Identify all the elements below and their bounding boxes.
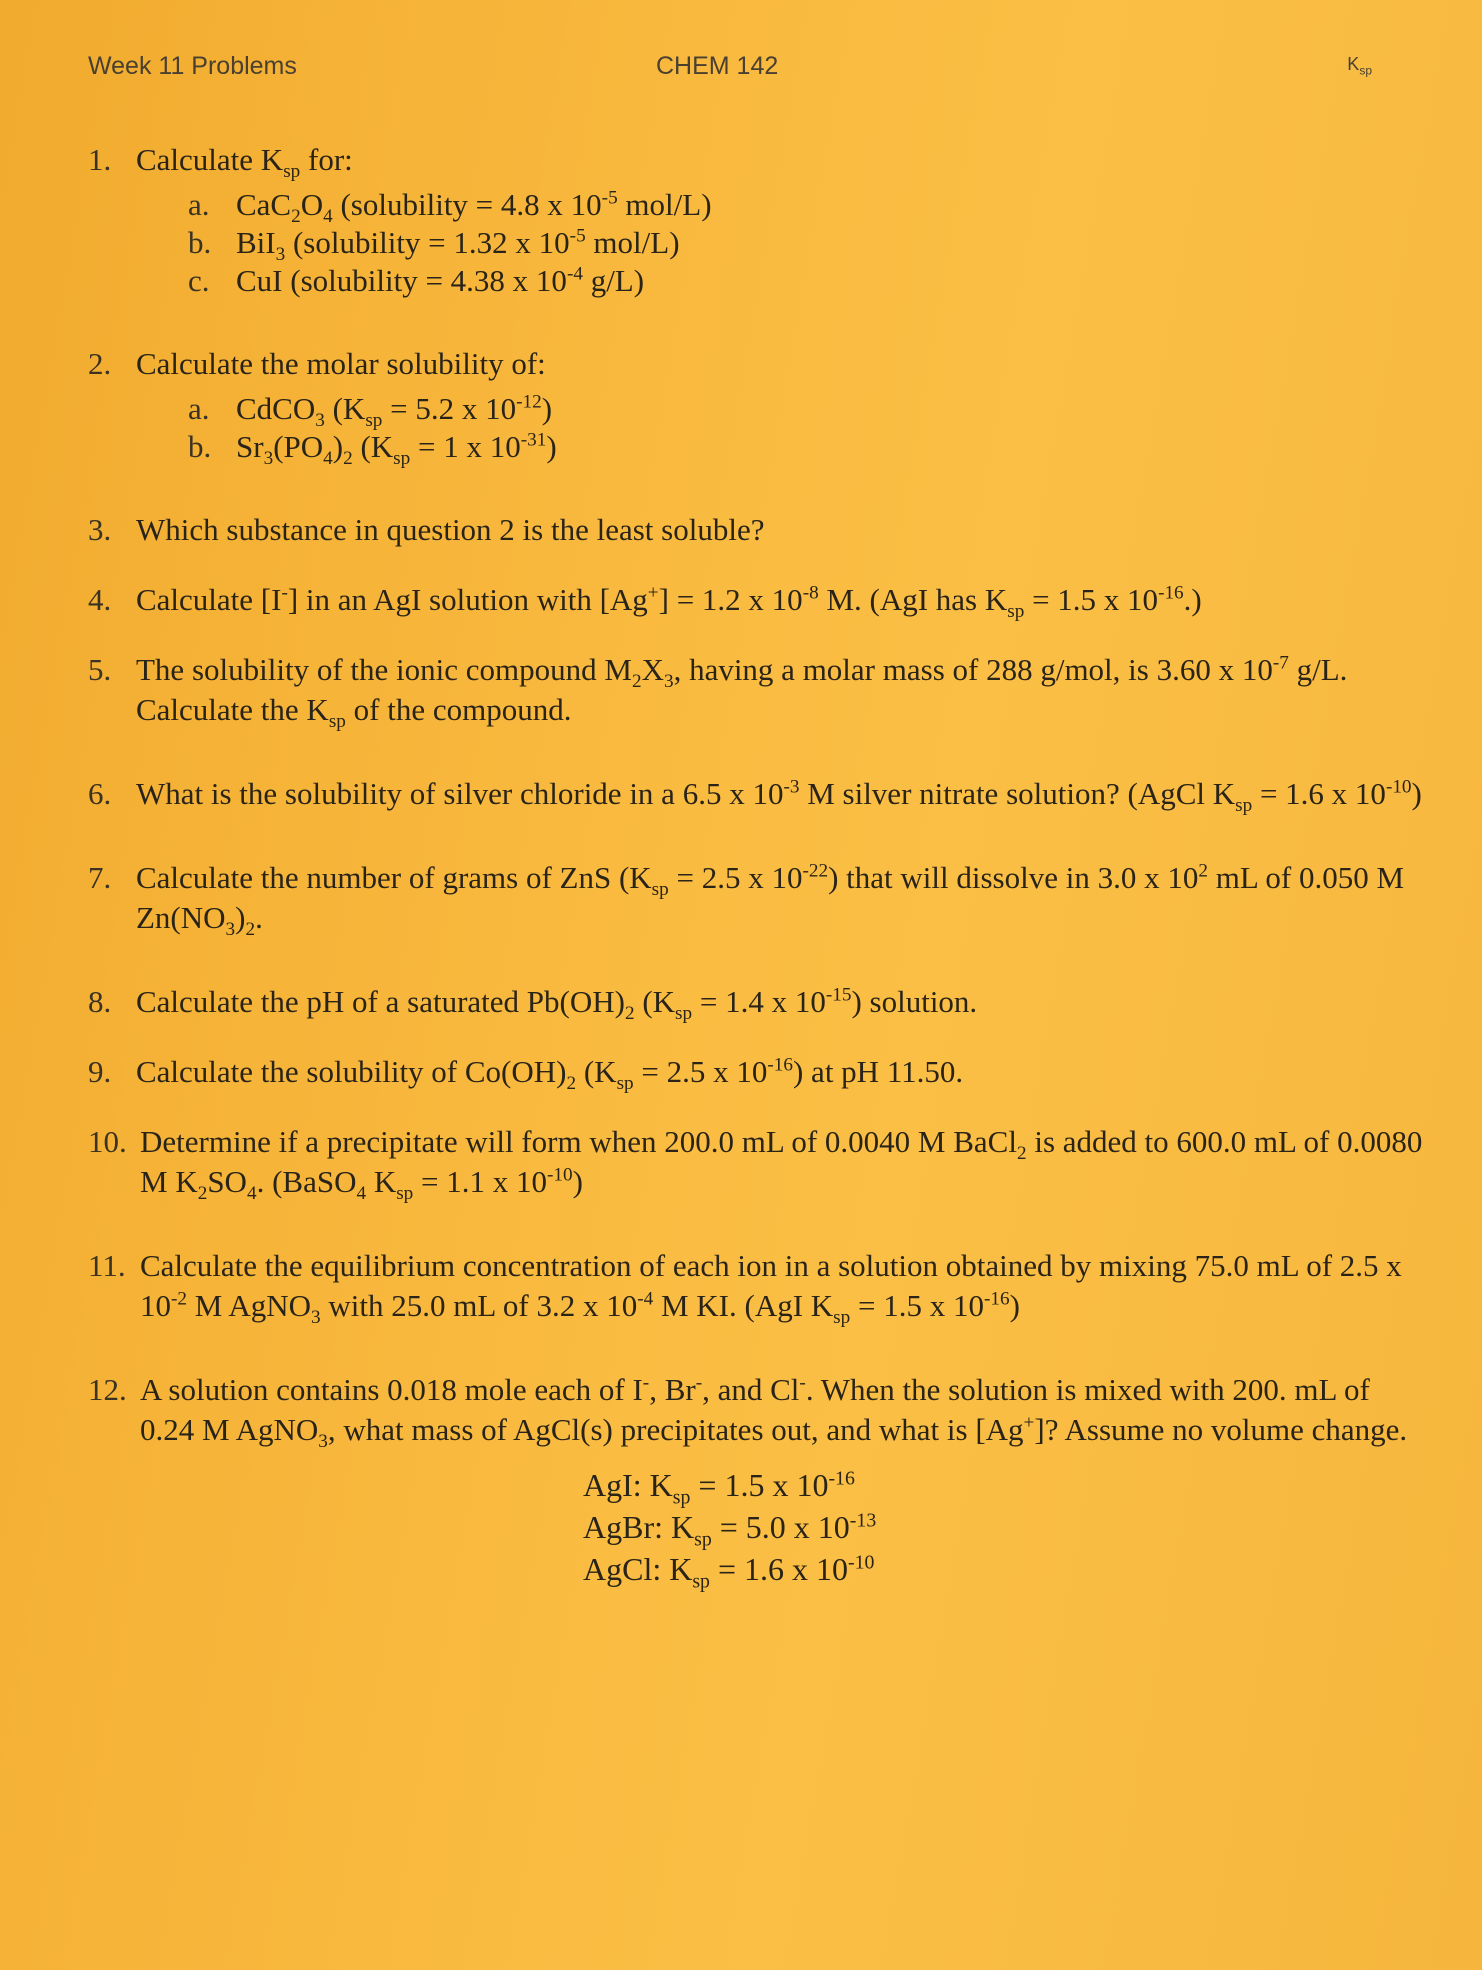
question-number: 7. (88, 860, 112, 895)
question-12 (88, 1370, 1428, 1453)
question-1 (88, 140, 1428, 183)
question-11 (88, 1246, 1428, 1329)
question-text: Calculate the equilibrium concentration of each ion in a solution obtained by mixing 75.0 mL of 2.5 x $10^{-2}$ M AgNO$_3$ with 25.0 mL of 3.2 x $10^{-4}$ M KI. (AgI $K_{sp} = 1.5$ x $10^{-16}$) (140, 1248, 1402, 1329)
question-2-parts (188, 390, 1428, 470)
question-text: Calculate [I-] in an AgI solution with [Ag+] = 1.2 x $10^{-8}$ M. (AgI has $K_{sp} = 1.5$ x $10^{-16}$.) (136, 582, 1202, 623)
question-number: 11. (88, 1248, 126, 1283)
question-number: 9. (88, 1054, 112, 1089)
question-2a: a. CdCO$_3$ ($K_{sp} = 5.2$ x $10^{-12}$) (188, 391, 553, 432)
question-10 (88, 1122, 1428, 1205)
question-text: A solution contains 0.018 mole each of I-, Br-, and Cl-. When the solution is mixed with 200. mL of 0.24 M AgNO$_3$, what mass of AgCl(s) precipitates out, and what is [Ag+]? Assume no volume change. (140, 1372, 1408, 1453)
question-text: Calculate the pH of a saturated $Pb(OH)_2$ ($K_{sp} = 1.4$ x $10^{-15}$) solution. (136, 984, 978, 1025)
question-text: Which substance in question 2 is the least soluble? (136, 512, 765, 547)
question-number: 3. (88, 512, 112, 547)
question-9 (88, 1052, 1428, 1095)
question-number: 1. (88, 142, 112, 177)
question-text: Calculate the molar solubility of: (136, 346, 546, 381)
question-text: Calculate the solubility of $Co(OH)_2$ ($K_{sp} = 2.5$ x $10^{-16}$) at pH 11.50. (136, 1054, 964, 1095)
question-text: The solubility of the ionic compound $M_2X_3$, having a molar mass of 288 g/mol, is 3.60 x $10^{-7}$ g/L. Calculate the $K_{sp}$ of the compound. (136, 652, 1348, 733)
question-1-parts (188, 186, 1428, 300)
question-number: 10. (88, 1124, 127, 1159)
ksp-row-agbr: AgBr: $K_{sp} = 5.0$ x $10^{-13}$ (583, 1509, 877, 1551)
question-5 (88, 650, 1428, 733)
question-1b: b. BiI$_3$ (solubility = 1.32 x $10^{-5}$ mol/L) (188, 225, 680, 266)
question-1c: c. CuI (solubility = 4.38 x $10^{-4}$ g/L) (188, 263, 645, 298)
question-text: What is the solubility of silver chloride in a 6.5 x $10^{-3}$ M silver nitrate solution? (AgCl $K_{sp} = 1.6$ x $10^{-10}$) (136, 776, 1422, 817)
question-2b: b. $Sr_3(PO_4)_2$ ($K_{sp} = 1$ x $10^{-31}$) (188, 429, 557, 470)
question-3 (88, 510, 1428, 550)
page-header (88, 52, 1392, 92)
question-1a: a. $CaC_2O_4$ (solubility = 4.8 x $10^{-5}$ mol/L) (188, 187, 712, 228)
question-number: 12. (88, 1372, 127, 1407)
ksp-row-agcl: AgCl: $K_{sp} = 1.6$ x $10^{-10}$ (583, 1551, 875, 1593)
question-number: 5. (88, 652, 112, 687)
ksp-row-agi: AgI: $K_{sp} = 1.5$ x $10^{-16}$ (583, 1467, 855, 1509)
question-6 (88, 774, 1428, 817)
question-2 (88, 344, 1428, 384)
question-number: 4. (88, 582, 112, 617)
header-topic: $K_{sp}$ (1347, 54, 1372, 78)
question-8 (88, 982, 1428, 1025)
question-text: Calculate $K_{sp}$ for: (136, 142, 353, 183)
question-text: Calculate the number of grams of ZnS ($K_{sp} = 2.5$ x $10^{-22}$) that will dissolve in 3.0 x $10^2$ mL of 0.050 M $Zn(NO_3)_2$. (136, 860, 1405, 941)
question-4 (88, 580, 1428, 623)
question-text: Determine if a precipitate will form when 200.0 mL of 0.0040 M BaCl$_2$ is added to 600.0 mL of 0.0080 M $K_2SO_4$. (BaSO$_4$ $K_{sp} = 1.1$ x $10^{-10}$) (140, 1124, 1423, 1205)
header-course: CHEM 142 (656, 52, 779, 80)
problem-list (88, 140, 1428, 1593)
question-number: 2. (88, 346, 112, 381)
ksp-reference-table (583, 1464, 1428, 1593)
header-week-title: Week 11 Problems (88, 52, 297, 80)
question-number: 6. (88, 776, 112, 811)
question-number: 8. (88, 984, 112, 1019)
question-7 (88, 858, 1428, 941)
